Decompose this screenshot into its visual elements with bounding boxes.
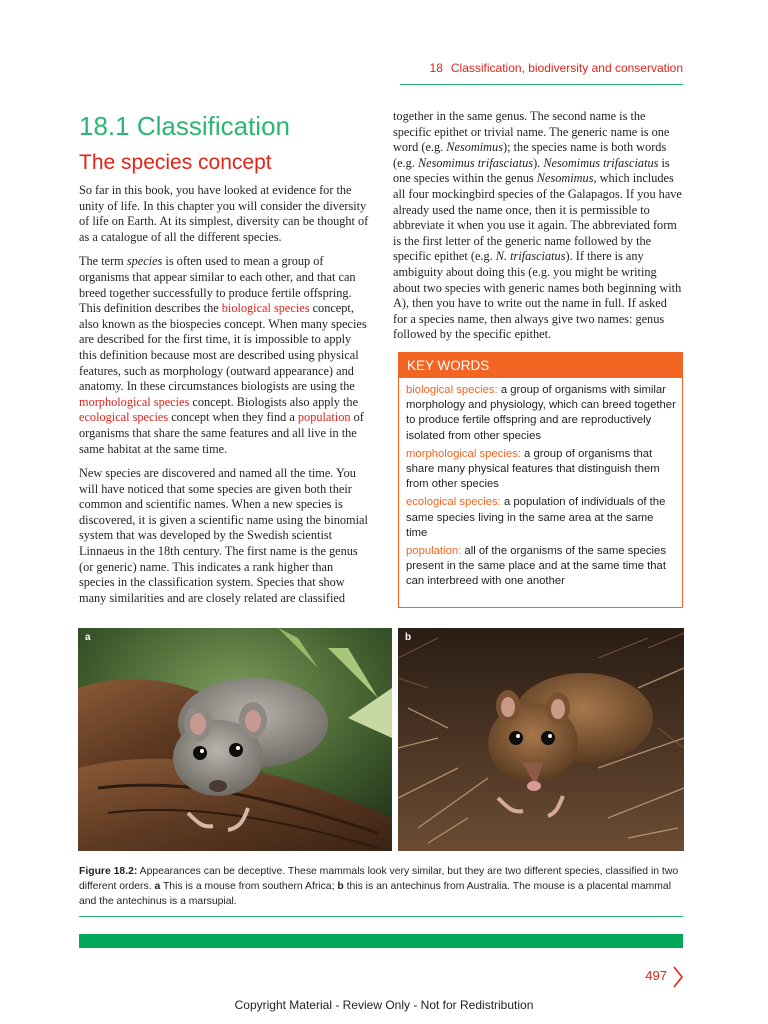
text-run: is one species within the genus bbox=[393, 155, 670, 186]
key-word-item bbox=[406, 383, 676, 444]
text-run: The term bbox=[79, 254, 127, 269]
caption-part-b: b bbox=[337, 881, 344, 892]
caption-rule bbox=[79, 916, 683, 917]
paragraph-3: New species are discovered and named all the time. You will have noticed that some species are given both their common and scientific names. When a new species is discovered, it is given a scientific name using the binomial system that was developed by the Swedish scientist Linnaeus in the 18th century. The first name is the genus (or generic) name. This indicates a rank higher than species in the classification system. Species that show many similarities and are closely related are classified bbox=[79, 466, 368, 605]
right-column bbox=[393, 109, 684, 343]
key-word-term: biological species: bbox=[406, 384, 498, 396]
paragraph-4 bbox=[393, 109, 684, 343]
text-run: concept, also known as the biospecies concept. When many species are described for the first time, it is impossible to apply this definition because most are described using physical features, such as morphology (outward appearance) and anatomy. In these circumstances biologists are using the bbox=[79, 301, 367, 394]
running-head bbox=[400, 61, 683, 75]
antechinus-illustration bbox=[398, 628, 684, 851]
caption-text: Appearances can be deceptive. These mammals look very similar, but they are two different species, classified in two different orders. bbox=[79, 866, 679, 892]
key-term-population: population bbox=[297, 410, 351, 425]
key-word-definition: a population of individuals of the same species living in the same area at the same time bbox=[406, 496, 666, 539]
key-words-box bbox=[398, 352, 683, 608]
green-divider-bar bbox=[79, 934, 683, 948]
italic-term: Nesomimus bbox=[536, 171, 594, 186]
key-word-term: population: bbox=[406, 545, 462, 558]
italic-term: N. trifasciatus bbox=[495, 249, 566, 264]
paragraph-2 bbox=[79, 254, 371, 457]
text-run: ). bbox=[533, 155, 544, 170]
key-word-item bbox=[406, 495, 676, 541]
italic-term: Nesomimus trifasciatus bbox=[417, 155, 534, 170]
chapter-title: Classification, biodiversity and conservation bbox=[450, 61, 683, 75]
caption-text: This is a mouse from southern Africa; bbox=[160, 881, 338, 892]
text-run: concept. Biologists also apply the bbox=[189, 394, 359, 409]
text-run: of organisms that share the same features and all live in the same habitat at the same time. bbox=[79, 410, 364, 456]
photo-mouse bbox=[78, 628, 392, 851]
key-words-list bbox=[399, 378, 682, 590]
key-word-definition: all of the organisms of the same species present in the same place and at the same time that can interbreed with one another bbox=[406, 545, 666, 588]
key-word-definition: a group of organisms that share many physical features that distinguish them from other species bbox=[406, 447, 660, 491]
key-term-morphological-species: morphological species bbox=[79, 394, 190, 409]
text-run: is often used to mean a group of organisms that appear similar to each other, and that can breed together successfully to produce fertile offspring. This definition describes the bbox=[79, 254, 356, 316]
key-words-heading: KEY WORDS bbox=[399, 353, 682, 378]
subhead: The species concept bbox=[79, 151, 272, 174]
key-term-biological-species: biological species bbox=[221, 301, 310, 316]
text-run: ); the species name is both words (e.g. bbox=[393, 140, 667, 170]
text-run: , which includes all four mockingbird species of the Galapagos. If you have already used the name once, then it is permissible to abbreviate it when you use it again. The abbreviated form is the first letter of the generic name followed by the specific epithet (e.g. bbox=[393, 171, 682, 264]
photo-antechinus bbox=[398, 628, 684, 851]
italic-term: species bbox=[126, 254, 163, 269]
figure-caption bbox=[79, 864, 683, 909]
paragraph-1: So far in this book, you have looked at evidence for the unity of life. In this chapter you will consider the diversity of life on Earth. At its simplest, diversity can be thought of as a catalogue of all the different species. bbox=[79, 183, 369, 244]
photo-label-b: b bbox=[405, 632, 412, 643]
photo-label-a: a bbox=[85, 632, 91, 643]
page-number: 497 bbox=[645, 968, 667, 983]
mouse-illustration bbox=[78, 628, 392, 851]
header-rule bbox=[400, 84, 683, 85]
chapter-number: 18 bbox=[429, 61, 443, 75]
text-run: ). If there is any ambiguity about doing this (e.g. you might be writing about two species with generic names both beginning with A), then you have to write out the name in full. If asked for a species name, then always give two names: genus followed by the specific epithet. bbox=[393, 249, 682, 342]
italic-term: Nesomimus trifasciatus bbox=[543, 155, 659, 170]
chevron-right-icon[interactable] bbox=[672, 966, 684, 988]
key-word-term: morphological species: bbox=[406, 447, 521, 460]
section-title: 18.1 Classification bbox=[79, 111, 290, 141]
key-word-item bbox=[406, 544, 676, 590]
text-run: concept when they find a bbox=[168, 410, 298, 425]
figure-label: Figure 18.2: bbox=[79, 866, 138, 877]
text-run: together in the same genus. The second name is the specific epithet or trivial name. The generic name is one word (e.g. bbox=[393, 109, 670, 155]
key-word-term: ecological species: bbox=[406, 496, 501, 509]
key-word-item bbox=[406, 447, 676, 493]
caption-part-a: a bbox=[154, 881, 161, 892]
caption-text: this is an antechinus from Australia. The mouse is a placental mammal and the antechinus is a marsupial. bbox=[79, 881, 671, 907]
key-term-ecological-species: ecological species bbox=[79, 410, 169, 425]
left-column bbox=[79, 183, 371, 606]
key-word-definition: a group of organisms with similar morphology and physiology, which can breed together to produce fertile offspring and are reproductively isolated from other species bbox=[406, 384, 676, 442]
italic-term: Nesomimus bbox=[446, 140, 503, 155]
copyright-notice: Copyright Material - Review Only - Not for Redistribution bbox=[234, 998, 534, 1012]
